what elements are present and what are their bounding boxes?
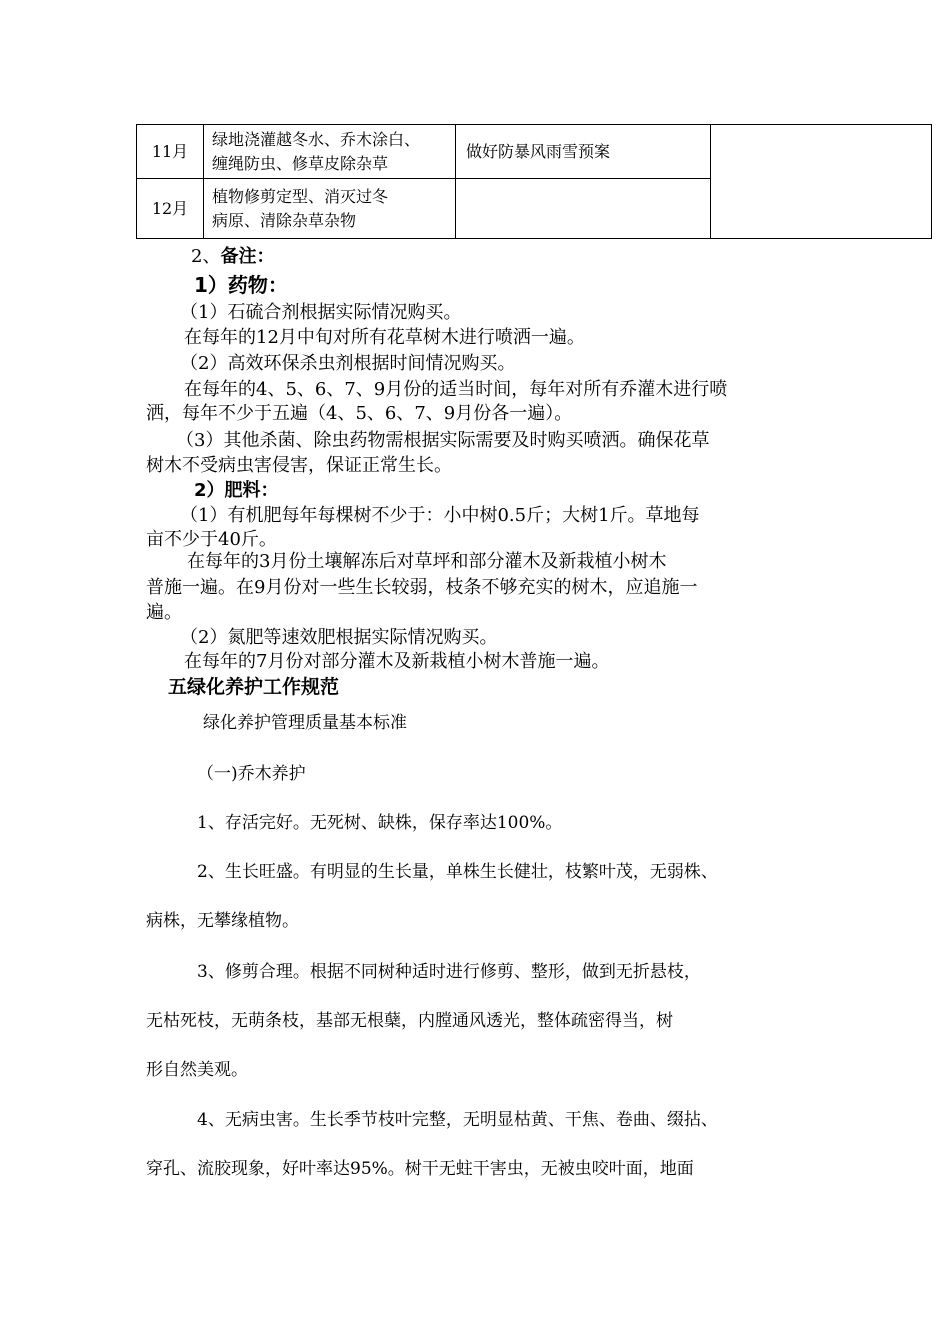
section5-paragraph-line: 4、无病虫害。生长季节枝叶完整，无明显枯黄、干焦、卷曲、缀拈、 — [197, 1110, 718, 1130]
section5-subtitle: 绿化养护管理质量基本标准 — [203, 713, 407, 733]
fertilizer-item2: （2）氮肥等速效肥根据实际情况购买。 — [180, 627, 498, 648]
fertilizer-item1-line: （1）有机肥每年每棵树不少于：小中树0.5斤；大树1斤。草地每 — [180, 505, 700, 526]
remarks-heading-text: 备注： — [220, 246, 275, 267]
drugs-item1-detail: 在每年的12月中旬对所有花草树木进行喷洒一遍。 — [184, 327, 585, 348]
section5-paragraph: 1、存活完好。无死树、缺株，保存率达100%。 — [197, 813, 563, 833]
drugs-item3-line: （3）其他杀菌、除虫药物需根据实际需要及时购买喷洒。确保花草 — [176, 430, 710, 451]
drugs-title: 1）药物： — [194, 273, 288, 297]
section5-paragraph-line: 2、生长旺盛。有明显的生长量，单株生长健壮，枝繁叶茂，无弱株、 — [197, 862, 718, 882]
drugs-item2-detail-line: 洒，每年不少于五遍（4、5、6、7、9月份各一遍）。 — [146, 403, 573, 424]
month-cell: 12月 — [137, 179, 204, 239]
plan-cell — [456, 179, 711, 239]
section5-part1-title: （一)乔木养护 — [197, 764, 306, 784]
fertilizer-item1-detail-line: 在每年的3月份土壤解冻后对草坪和部分灌木及新栽植小树木 — [187, 551, 667, 572]
task-line: 缠绳防虫、修草皮除杂草 — [212, 153, 389, 173]
fertilizer-item1-detail-line: 遍。 — [146, 602, 182, 623]
task-line: 病原、清除杂草杂物 — [212, 210, 357, 230]
task-cell — [204, 125, 456, 179]
section5-paragraph-line: 无枯死枝，无萌条枝，基部无根蘖，内膛通风透光，整体疏密得当，树 — [146, 1011, 673, 1031]
task-cell — [204, 179, 456, 239]
remarks-heading-number: 2、 — [191, 246, 221, 267]
plan-cell: 做好防暴风雨雪预案 — [456, 125, 711, 179]
fertilizer-title: 2）肥料： — [194, 480, 279, 501]
task-line: 植物修剪定型、消灭过冬 — [212, 186, 389, 206]
section5-paragraph-line: 3、修剪合理。根据不同树种适时进行修剪、整形，做到无折悬枝， — [197, 962, 701, 982]
section5-paragraph-line: 形自然美观。 — [146, 1060, 248, 1080]
table-row — [137, 125, 932, 179]
drugs-item3-line: 树木不受病虫害侵害，保证正常生长。 — [146, 455, 452, 476]
drugs-item2: （2）高效环保杀虫剂根据时间情况购买。 — [180, 353, 516, 374]
drugs-item2-detail-line: 在每年的4、5、6、7、9月份的适当时间，每年对所有乔灌木进行喷 — [184, 379, 728, 400]
section5-paragraph-line: 穿孔、流胶现象，好叶率达95%。树干无蛀干害虫，无被虫咬叶面，地面 — [146, 1159, 694, 1179]
drugs-item1: （1）石硫合剂根据实际情况购买。 — [180, 302, 462, 323]
section5-title: 五绿化养护工作规范 — [168, 676, 340, 698]
month-cell: 11月 — [137, 125, 204, 179]
section5-paragraph-line: 病株，无攀缘植物。 — [146, 911, 299, 931]
note-cell — [711, 125, 932, 239]
fertilizer-item1-line: 亩不少于40斤。 — [146, 529, 277, 550]
fertilizer-item1-detail-line: 普施一遍。在9月份对一些生长较弱，枝条不够充实的树木，应追施一 — [146, 577, 698, 598]
maintenance-schedule-table — [136, 124, 932, 239]
remarks-heading — [191, 242, 274, 268]
task-line: 绿地浇灌越冬水、乔木涂白、 — [212, 129, 421, 149]
fertilizer-item2-detail: 在每年的7月份对部分灌木及新栽植小树木普施一遍。 — [184, 651, 610, 672]
